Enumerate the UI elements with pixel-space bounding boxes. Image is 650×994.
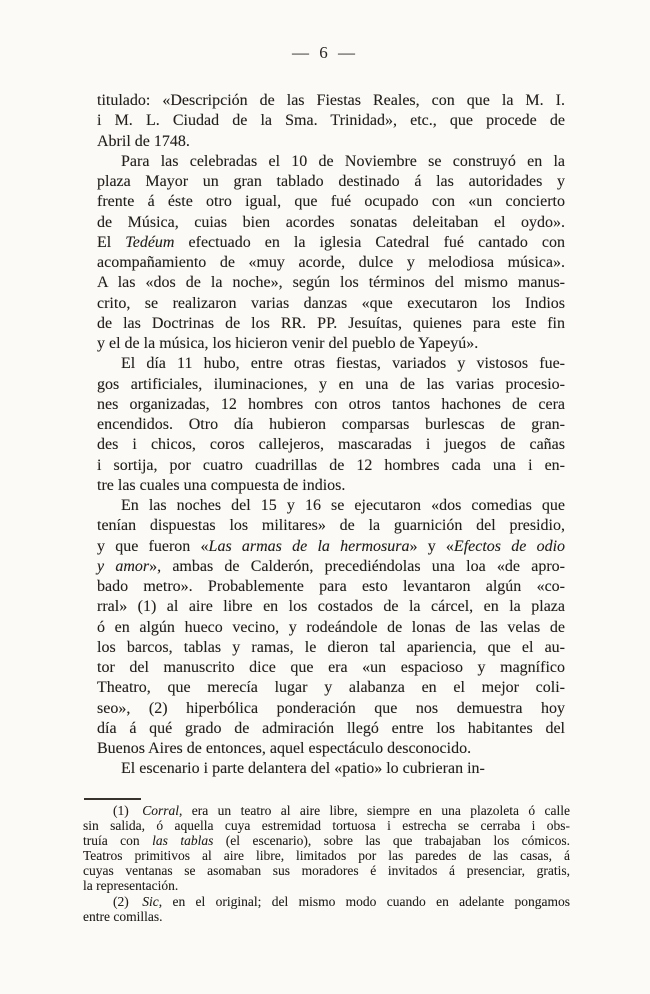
text-segment: efectuado en la iglesia Catedral fué cantado con (174, 233, 565, 251)
text-segment: Theatro, que merecía lugar y alabanza en el mejor coli- (97, 679, 565, 697)
text-line (97, 638, 565, 658)
text-segment: sin salida, ó aquella cuya estremidad tortuosa i estrecha se cerraba i obs- (83, 817, 570, 833)
text-segment: , era un teatro al aire libre, siempre en una plazoleta ó calle (179, 803, 570, 818)
text-segment: seo», (2) hiperbólica ponderación que nos demuestra hoy (97, 699, 565, 717)
paragraph (97, 354, 565, 496)
text-segment: de Música, cuias bien acordes sonatas deleitaban el oydo». (97, 213, 565, 231)
italic-text: Sic (142, 894, 159, 910)
text-line (97, 719, 565, 739)
text-line (83, 819, 570, 834)
text-segment: nes organizadas, 12 hombres con otros tantos hachones de cera (97, 395, 565, 413)
text-line (97, 597, 565, 617)
page-number: — 6 — (292, 43, 358, 62)
text-segment: tre las cuales una compuesta de indios. (97, 476, 346, 494)
text-segment: i sortija, por cuatro cuadrillas de 12 hombres cada una i en- (97, 456, 565, 474)
text-line (83, 849, 570, 864)
text-segment: gos artificiales, iluminaciones, y en una de las varias procesio- (97, 375, 565, 393)
text-segment: y el de la música, los hicieron venir del pueblo de Yapeyú». (97, 335, 479, 352)
text-line (97, 739, 565, 759)
text-segment: Abril de 1748. (97, 132, 190, 150)
text-line (97, 395, 565, 415)
text-line (97, 253, 565, 273)
text-line (97, 273, 565, 293)
text-segment: los barcos, tablas y ramas, le dieron tal apariencia, que el au- (97, 638, 565, 656)
text-line (97, 759, 565, 779)
text-segment: des i chicos, coros callejeros, mascaradas i juegos de cañas (97, 436, 565, 454)
paragraph (97, 91, 565, 152)
text-segment: día á qué grado de admiración llegó entre los habitantes del (97, 719, 565, 737)
text-segment: bado metro». Probablemente para esto levantaron algún «co- (97, 578, 565, 595)
text-segment: entre comillas. (83, 909, 163, 925)
text-line (97, 456, 565, 476)
text-line (97, 537, 565, 557)
text-segment: , en el original; del mismo modo cuando en adelante pongamos (158, 894, 570, 910)
text-segment: titulado: «Descripción de las Fiestas Reales, con que la M. I. (97, 92, 565, 109)
paragraph (97, 759, 565, 779)
italic-text: Tedéum (125, 233, 175, 251)
italic-text: Corral (142, 803, 180, 818)
text-line (97, 132, 565, 152)
text-segment: A las «dos de la noche», según los términos del mismo manus- (97, 274, 565, 292)
text-line (97, 415, 565, 435)
text-line (97, 152, 565, 172)
text-segment: tenían dispuestas los militares» de la guarnición del presidio, (97, 517, 565, 535)
paragraph (97, 152, 565, 355)
text-segment: El escenario i parte delantera del «patio» lo cubrieran in- (121, 760, 485, 778)
text-line (97, 314, 565, 334)
text-line (97, 294, 565, 314)
text-line (97, 172, 565, 192)
text-line (83, 910, 570, 925)
text-segment: tor del manuscrito dice que era «un espacioso y magnífico (97, 659, 565, 676)
text-segment: truía con (83, 832, 153, 848)
text-line (97, 516, 565, 536)
italic-text: Efectos de odio (453, 537, 566, 555)
text-line (83, 895, 570, 910)
text-line (97, 577, 565, 597)
text-segment: rral» (1) al aire libre en los costados de la cárcel, en la plaza (97, 598, 565, 616)
text-line (83, 834, 570, 849)
text-segment: acompañamiento de «muy acorde, dulce y melodiosa música». (97, 254, 565, 271)
text-line (83, 879, 570, 894)
text-segment: i M. L. Ciudad de la Sma. Trinidad», etc., que procede de (97, 112, 565, 130)
text-line (83, 804, 570, 819)
text-segment: la representación. (83, 877, 179, 893)
italic-text: Las armas de la hermosura (208, 537, 410, 555)
text-line (97, 618, 565, 638)
text-line (97, 678, 565, 698)
text-line (97, 699, 565, 719)
text-line (97, 91, 565, 111)
text-line (97, 111, 565, 131)
text-segment: », ambas de Calderón, precediéndolas una loa «de apro- (149, 557, 565, 575)
text-segment: ó en algún hueco vecino, y rodeándole de lonas de las velas de (97, 618, 565, 636)
footnote (83, 895, 570, 925)
footnotes (83, 804, 570, 925)
text-segment: de las Doctrinas de los RR. PP. Jesuítas, quienes para este fin (97, 314, 565, 332)
text-line (97, 334, 565, 354)
text-line (97, 557, 565, 577)
text-line (97, 354, 565, 374)
text-segment: (el escenario), sobre las que trabajaban los cómicos. (213, 832, 571, 848)
text-segment: Para las celebradas el 10 de Noviembre se construyó en la (121, 152, 565, 170)
text-line (83, 864, 570, 879)
italic-text: las tablas (152, 832, 214, 848)
text-segment: Teatros primitivos al aire libre, limitados por las paredes de las casas, á (83, 847, 570, 863)
text-line (97, 496, 565, 516)
italic-text: y amor (97, 557, 150, 575)
text-line (97, 192, 565, 212)
text-segment: encendidos. Otro día hubieron comparsas burlescas de gran- (97, 416, 565, 433)
text-line (97, 658, 565, 678)
text-segment: plaza Mayor un gran tablado destinado á las autoridades y (97, 173, 565, 190)
text-line (97, 476, 565, 496)
text-line (97, 213, 565, 233)
text-segment: y que fueron « (97, 537, 209, 555)
text-segment: crito, se realizaron varias danzas «que executaron los Indios (97, 294, 565, 312)
text-segment: El día 11 hubo, entre otras fiestas, variados y vistosos fue- (121, 355, 565, 373)
text-segment: (2) (113, 894, 143, 910)
body-text (97, 91, 565, 780)
text-segment: Buenos Aires de entonces, aquel espectáculo desconocido. (97, 740, 472, 757)
text-segment: (1) (113, 803, 143, 818)
text-segment: » y « (409, 537, 454, 555)
text-segment: En las noches del 15 y 16 se ejecutaron «dos comedias que (121, 497, 565, 514)
paragraph (97, 496, 565, 759)
text-line (97, 375, 565, 395)
text-line (97, 233, 565, 253)
footnote-separator (84, 798, 141, 800)
text-line (97, 435, 565, 455)
text-segment: frente á éste otro igual, que fué ocupado con «un concierto (97, 193, 565, 211)
text-segment: cuyas ventanas se asomaban sus moradores é invitados á presenciar, gratis, (83, 862, 570, 878)
footnote (83, 804, 570, 893)
text-segment: El (97, 233, 126, 251)
